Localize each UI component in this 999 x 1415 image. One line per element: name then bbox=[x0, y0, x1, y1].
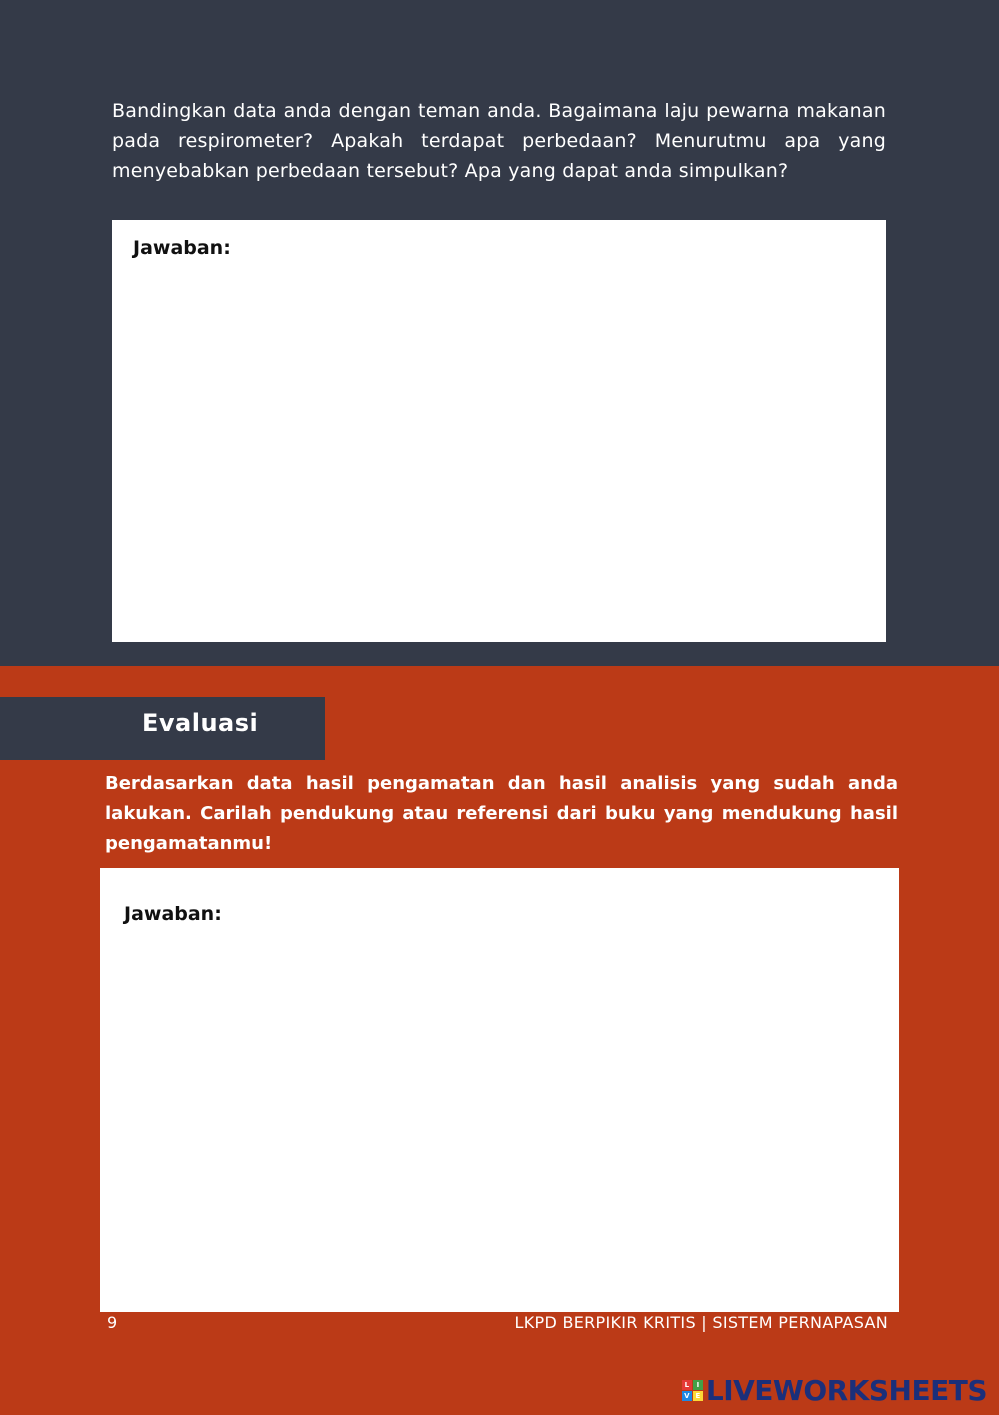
page-number: 9 bbox=[107, 1313, 118, 1332]
logo-letter-v: V bbox=[682, 1391, 692, 1401]
logo-letter-e: E bbox=[693, 1391, 703, 1401]
question-1-text: Bandingkan data anda dengan teman anda. Bagaimana laju pewarna makanan pada respirometer? Apakah terdapat perbedaan? Menurutmu apa yang menyebabkan perbedaan tersebut? Apa yang dapat anda simpulkan? bbox=[112, 100, 886, 182]
answer-label-1: Jawaban: bbox=[133, 237, 231, 259]
watermark-text: LIVEWORKSHEETS bbox=[705, 1374, 987, 1407]
evaluation-tab bbox=[0, 697, 325, 760]
footer-document-title: LKPD BERPIKIR KRITIS | SISTEM PERNAPASAN bbox=[514, 1313, 888, 1332]
answer-box-1[interactable] bbox=[112, 220, 886, 642]
liveworksheets-logo-icon bbox=[682, 1380, 703, 1401]
logo-letter-l: L bbox=[682, 1380, 692, 1390]
evaluation-question-text: Berdasarkan data hasil pengamatan dan hasil analisis yang sudah anda lakukan. Carilah pendukung atau referensi dari buku yang mendukung hasil pengamatanmu! bbox=[105, 773, 898, 854]
section-title: Evaluasi bbox=[142, 709, 259, 737]
liveworksheets-watermark bbox=[682, 1374, 987, 1407]
answer-box-2[interactable] bbox=[100, 868, 899, 1312]
answer-label-2: Jawaban: bbox=[124, 903, 222, 925]
logo-letter-i: I bbox=[693, 1380, 703, 1390]
